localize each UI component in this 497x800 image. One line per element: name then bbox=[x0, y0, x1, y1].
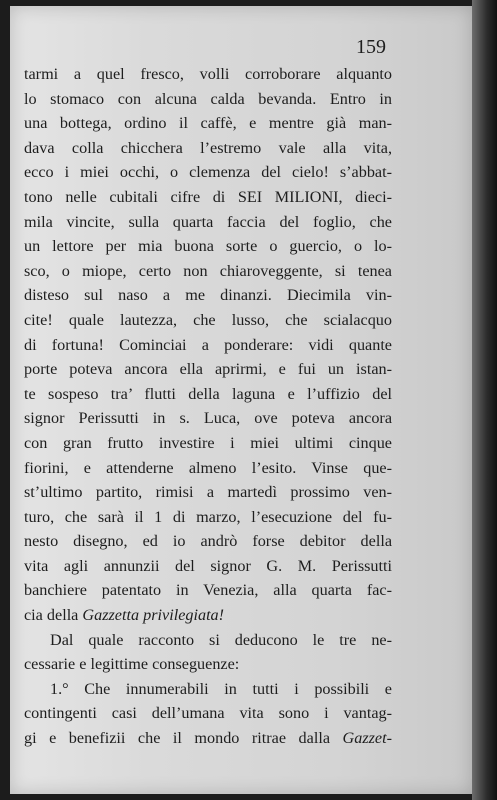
text-line-1: tarmi a quel fresco, volli corroborare alquanto bbox=[24, 65, 392, 83]
text-line-4: dava colla chicchera l’estremo vale alla vita, bbox=[24, 138, 392, 157]
text-line-20: nesto disegno, ed io andrò forse debitor della bbox=[24, 532, 392, 551]
text-line-14: te sospeso tra’ flutti della laguna e l’uffizio del bbox=[24, 384, 392, 403]
text-line-3: una bottega, ordino il caffè, e mentre già man- bbox=[24, 114, 392, 133]
text-line-7: mila vincite, sulla quarta faccia del foglio, che bbox=[24, 212, 392, 231]
italic-word: Gazzet- bbox=[342, 729, 392, 748]
text-line-21: vita agli annunzii del signor G. M. Perissutti bbox=[24, 556, 392, 575]
text-line-6: tono nelle cubitali cifre di SEI MILIONI, dieci- bbox=[24, 187, 392, 206]
text-line-15: signor Perissutti in s. Luca, ove poteva ancora bbox=[24, 409, 392, 428]
text-line-19: turo, che sarà il 1 di marzo, l’esecuzione del fu- bbox=[24, 507, 392, 526]
page-edge-shadow bbox=[472, 0, 497, 800]
page-number: 159 bbox=[356, 36, 386, 58]
text-line-26: 1.° Che innumerabili in tutti i possibili e bbox=[50, 679, 392, 698]
text-line-23: cia della Gazzetta privilegiata! bbox=[24, 606, 225, 625]
text-line-5: ecco i miei occhi, o clemenza del cielo! s’abbat- bbox=[24, 163, 392, 182]
text-line-16: con gran frutto investire i miei ultimi cinque bbox=[24, 433, 392, 452]
text-line-28: gi e benefizii che il mondo ritrae dalla Gazzet- bbox=[24, 729, 392, 748]
text-line-22: banchiere patentato in Venezia, alla quarta fac- bbox=[24, 581, 392, 600]
text-line-11: cite! quale lautezza, che lusso, che scialacquo bbox=[24, 310, 392, 329]
text-line-8: un lettore per mia buona sorte o guercio, o lo- bbox=[24, 237, 392, 256]
text-line-12: di fortuna! Cominciai a ponderare: vidi quante bbox=[24, 335, 392, 354]
text-line-13: porte poteva ancora ella aprirmi, e fui un istan- bbox=[24, 360, 392, 379]
text-line-10: disteso sul naso a me dinanzi. Diecimila vin- bbox=[24, 286, 392, 305]
text-line-24: Dal quale racconto si deducono le tre ne- bbox=[50, 630, 392, 649]
text-line-18: st’ultimo partito, rimisi a martedì prossimo ven- bbox=[24, 483, 392, 502]
italic-title: Gazzetta privilegiata! bbox=[82, 606, 225, 625]
text-line-27: contingenti casi dell’umana vita sono i vantag- bbox=[24, 704, 392, 723]
text-line-2: lo stomaco con alcuna calda bevanda. Entro in bbox=[24, 89, 392, 108]
text-line-25: cessarie e legittime conseguenze: bbox=[24, 655, 240, 674]
text-line-9: sco, o miope, certo non chiaroveggente, si tenea bbox=[24, 261, 392, 280]
body-text bbox=[24, 62, 392, 751]
text-line-17: fiorini, e attenderne almeno l’esito. Vinse que- bbox=[24, 458, 392, 477]
